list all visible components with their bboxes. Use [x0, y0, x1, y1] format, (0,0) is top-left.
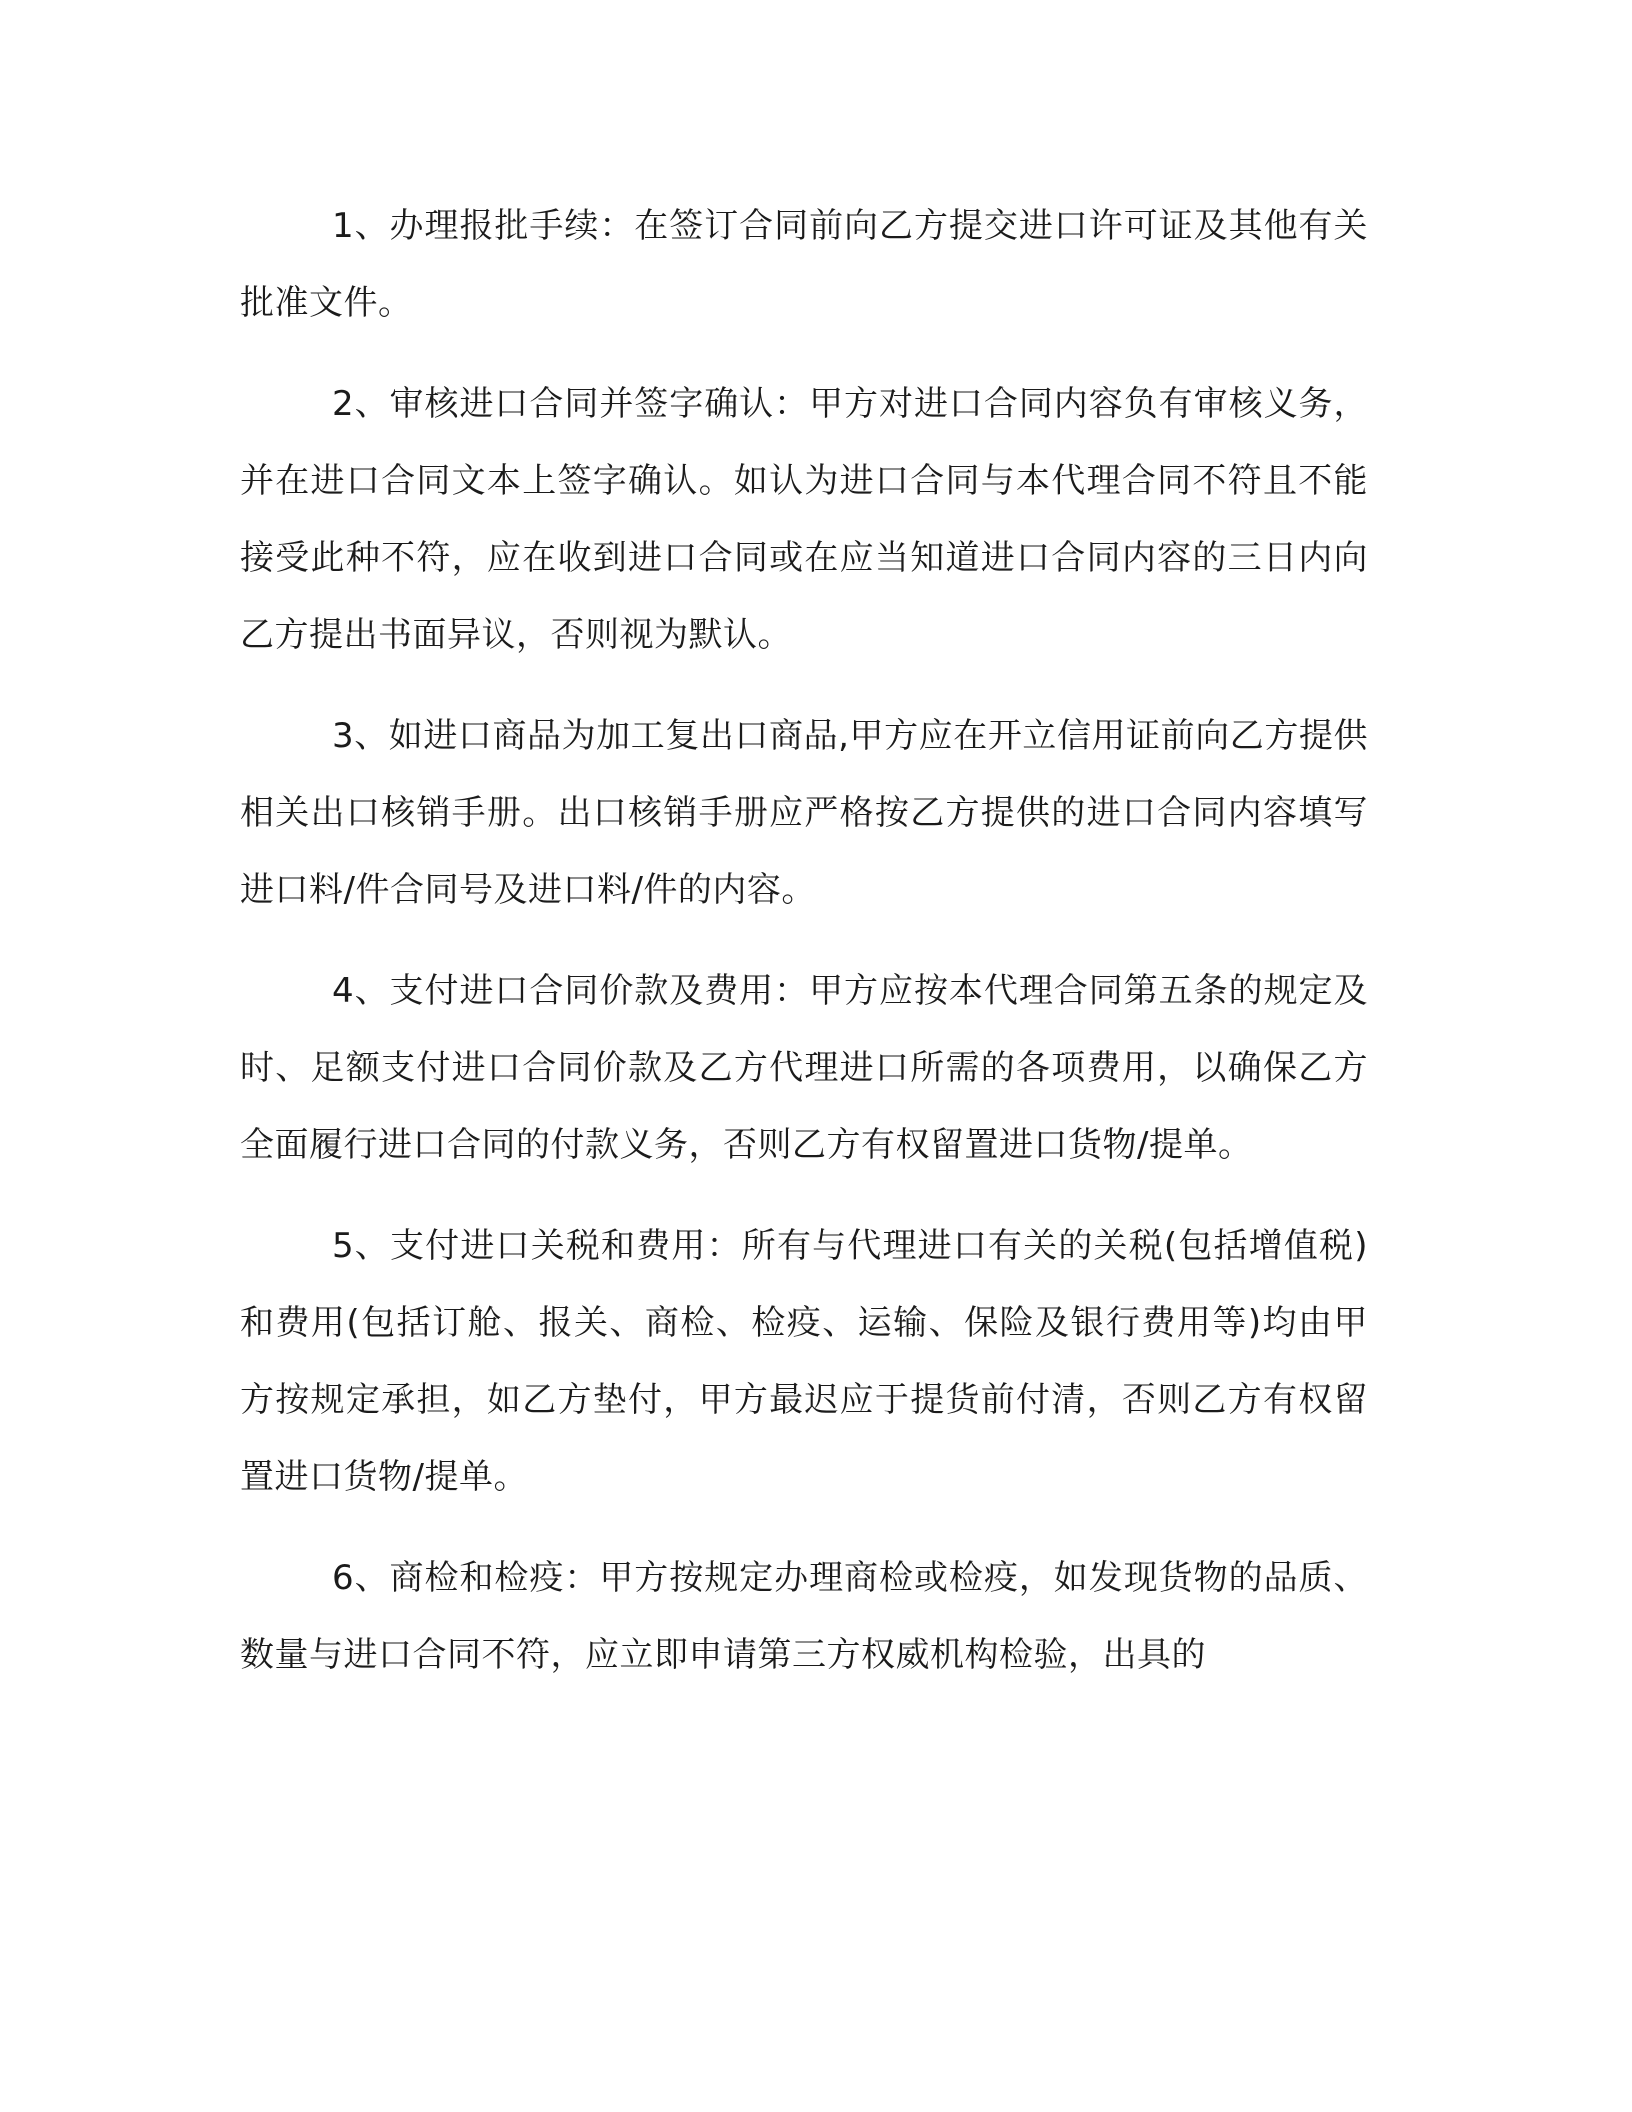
- clause-6: 6、商检和检疫：甲方按规定办理商检或检疫，如发现货物的品质、数量与进口合同不符，应立即申请第三方权威机构检验，出具的: [240, 1558, 1368, 1675]
- clause-5: 5、支付进口关税和费用：所有与代理进口有关的关税(包括增值税)和费用(包括订舱、报关、商检、检疫、运输、保险及银行费用等)均由甲方按规定承担，如乙方垫付，甲方最迟应于提货前付清，否则乙方有权留置进口货物/提单。: [240, 1226, 1368, 1497]
- clause-2: 2、审核进口合同并签字确认：甲方对进口合同内容负有审核义务，并在进口合同文本上签字确认。如认为进口合同与本代理合同不符且不能接受此种不符，应在收到进口合同或在应当知道进口合同内容的三日内向乙方提出书面异议，否则视为默认。: [240, 384, 1368, 655]
- clause-3: 3、如进口商品为加工复出口商品,甲方应在开立信用证前向乙方提供相关出口核销手册。出口核销手册应严格按乙方提供的进口合同内容填写进口料/件合同号及进口料/件的内容。: [240, 716, 1368, 910]
- document-body: [240, 188, 1368, 1718]
- clause-4: 4、支付进口合同价款及费用：甲方应按本代理合同第五条的规定及时、足额支付进口合同价款及乙方代理进口所需的各项费用，以确保乙方全面履行进口合同的付款义务，否则乙方有权留置进口货物/提单。: [240, 971, 1368, 1165]
- clause-1: 1、办理报批手续：在签订合同前向乙方提交进口许可证及其他有关批准文件。: [240, 206, 1368, 323]
